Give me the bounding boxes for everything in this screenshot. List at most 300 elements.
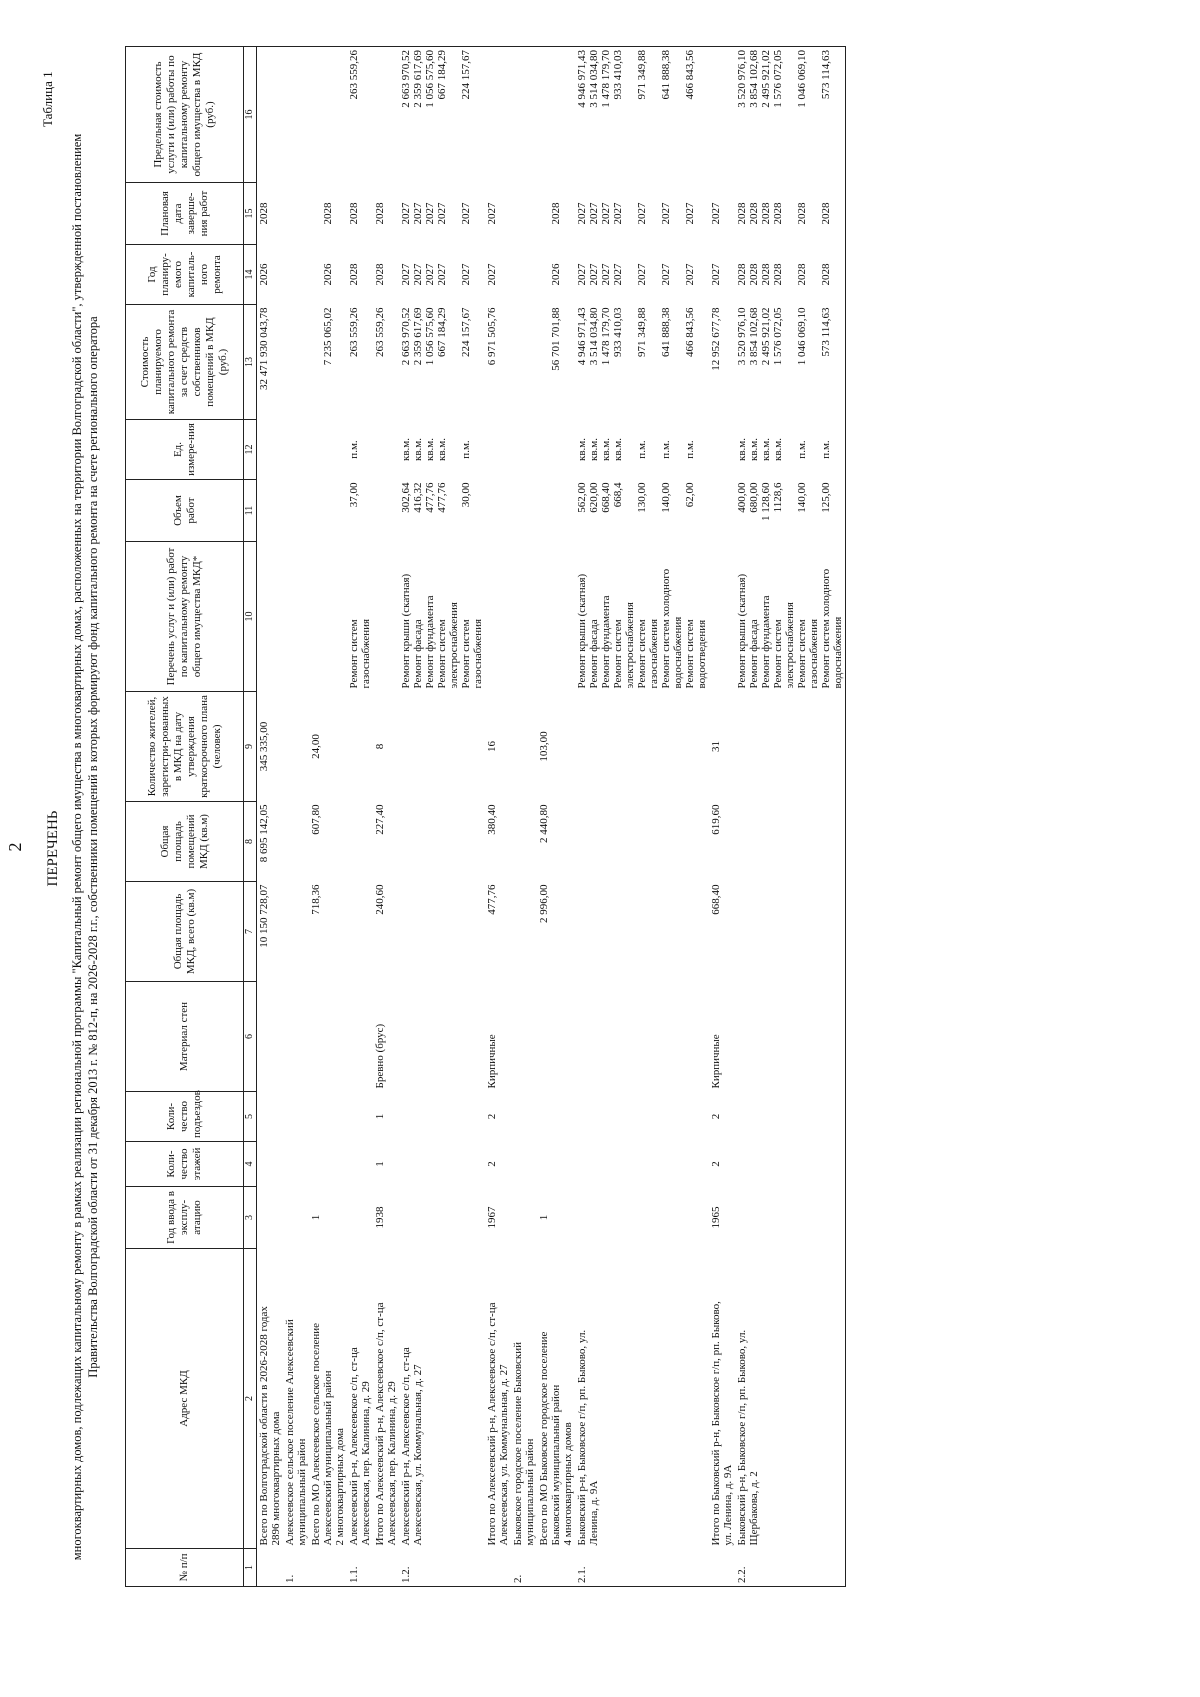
column-header: Стоимость планируемого капитального ремонта за счет средств собственников помещений в МКД (руб.) xyxy=(126,305,244,420)
address-cell-line: Алексеевская, ул. Коммунальная, д. 27 xyxy=(412,1364,424,1546)
limit-cost-cell-line: 1 478 179,70 xyxy=(600,50,612,108)
subtitle-line: Правительства Волгоградской области от 31 декабря 2013 г. № 812-п, на 2026-2028 г.г., собственники помещений в которых формируют фонд капитального ремонта на счете регионального оператора xyxy=(86,316,100,1378)
column-number: 8 xyxy=(244,802,257,882)
row-number xyxy=(373,1549,399,1587)
repair-year-cell xyxy=(575,245,709,305)
repair-list-table-wrapper xyxy=(125,47,1175,1587)
premises-area-cell: 8 695 142,05 xyxy=(258,804,270,863)
premises-area-cell xyxy=(735,802,846,882)
works-cell-line: Ремонт фундамента xyxy=(760,595,772,689)
volume-cell-line xyxy=(808,483,820,539)
total-area-cell: 10 150 728,07 xyxy=(258,884,270,948)
works-cell-line: Ремонт систем холодного xyxy=(820,568,832,689)
repair-year-cell xyxy=(511,245,537,305)
repair-year-cell-line xyxy=(808,248,820,302)
repair-year-cell-line: 2028 xyxy=(748,263,760,286)
total-area-cell: 2 996,00 xyxy=(538,884,550,923)
works-cell xyxy=(735,542,846,692)
address-cell-line: Ленина, д. 9А xyxy=(588,1480,600,1546)
total-area-cell xyxy=(511,882,537,982)
repair-year-cell-line: 2028 xyxy=(348,263,360,286)
completion-date-cell-line xyxy=(538,186,550,242)
works-cell-line: газоснабжения xyxy=(472,618,484,689)
table-row xyxy=(309,47,347,1587)
completion-date-cell-line: 2027 xyxy=(710,202,722,225)
year-built-cell xyxy=(575,1187,709,1249)
address-cell-line: Всего по МО Алексеевское сельское поселение xyxy=(310,1323,322,1546)
column-header: Плановая дата заверше-ния работ xyxy=(126,183,244,245)
floors-cell xyxy=(735,1142,846,1187)
cost-cell xyxy=(537,305,575,420)
wall-material-cell xyxy=(309,982,347,1092)
limit-cost-cell xyxy=(283,47,309,183)
table-row xyxy=(347,47,373,1587)
cost-cell-line: 1 576 072,05 xyxy=(772,307,784,366)
repair-year-cell-line xyxy=(672,248,684,302)
unit-cell-line xyxy=(672,423,684,477)
address-cell-line: Щербакова, д. 2 xyxy=(748,1471,760,1546)
completion-date-cell xyxy=(309,183,347,245)
works-cell-line: электроснабжения xyxy=(784,602,796,689)
table-row xyxy=(537,47,575,1587)
cost-cell-line: 2 359 617,69 xyxy=(412,307,424,366)
completion-date-cell-line xyxy=(784,186,796,242)
unit-cell-line: кв.м. xyxy=(600,438,612,461)
total-area-cell xyxy=(399,882,485,982)
repair-year-cell-line: 2028 xyxy=(772,263,784,286)
limit-cost-cell-line: 466 843,56 xyxy=(684,50,696,100)
volume-cell-line: 477,76 xyxy=(424,482,436,513)
limit-cost-cell-line xyxy=(672,50,684,180)
floors-cell xyxy=(309,1142,347,1187)
residents-cell xyxy=(283,692,309,802)
unit-cell-line: кв.м. xyxy=(424,438,436,461)
residents-cell xyxy=(347,692,373,802)
completion-date-cell-line: 2027 xyxy=(460,202,472,225)
floors-cell xyxy=(283,1142,309,1187)
year-built-cell xyxy=(257,1187,284,1249)
address-cell xyxy=(283,1249,309,1549)
column-number: 4 xyxy=(244,1142,257,1187)
works-cell-line: Ремонт систем xyxy=(436,619,448,689)
entrances-cell xyxy=(399,1092,485,1142)
column-number: 5 xyxy=(244,1092,257,1142)
volume-cell-line: 1 128,60 xyxy=(760,482,772,521)
repair-year-cell-line: 2027 xyxy=(612,263,624,286)
unit-cell-line: кв.м. xyxy=(612,438,624,461)
completion-date-cell xyxy=(709,183,735,245)
repair-year-cell xyxy=(257,245,284,305)
address-cell-line: Алексеевская, пер. Калинина, д. 29 xyxy=(386,1381,398,1546)
column-header: Объем работ xyxy=(126,480,244,542)
volume-cell xyxy=(399,480,485,542)
completion-date-cell-line xyxy=(648,186,660,242)
volume-cell-line: 37,00 xyxy=(348,482,360,508)
repair-year-cell-line: 2027 xyxy=(486,263,498,286)
address-cell xyxy=(511,1249,537,1549)
column-number: 14 xyxy=(244,245,257,305)
cost-cell-line: 7 235 065,02 xyxy=(322,307,334,366)
works-cell-line: электроснабжения xyxy=(624,602,636,689)
column-number: 7 xyxy=(244,882,257,982)
cost-cell-line: 263 559,26 xyxy=(348,307,360,357)
completion-date-cell xyxy=(373,183,399,245)
limit-cost-cell xyxy=(485,47,511,183)
address-cell-line: 2 многоквартирных дома xyxy=(334,1428,346,1546)
completion-date-cell-line: 2028 xyxy=(258,202,270,225)
year-built-cell xyxy=(399,1187,485,1249)
cost-cell-line: 263 559,26 xyxy=(374,307,386,357)
completion-date-cell-line: 2028 xyxy=(772,202,784,225)
works-cell xyxy=(399,542,485,692)
completion-date-cell xyxy=(485,183,511,245)
repair-year-cell-line: 2028 xyxy=(736,263,748,286)
table-label: Таблица 1 xyxy=(40,71,55,127)
unit-cell-line: кв.м. xyxy=(576,438,588,461)
document-title: ПЕРЕЧЕНЬ xyxy=(45,810,61,887)
total-area-cell xyxy=(283,882,309,982)
completion-date-cell-line: 2027 xyxy=(412,202,424,225)
repair-year-cell-line: 2026 xyxy=(322,263,334,286)
unit-cell xyxy=(309,420,347,480)
unit-cell xyxy=(575,420,709,480)
volume-cell xyxy=(511,480,537,542)
column-number: 9 xyxy=(244,692,257,802)
volume-cell-line: 140,00 xyxy=(660,482,672,513)
repair-year-cell-line: 2027 xyxy=(424,263,436,286)
limit-cost-cell-line: 3 854 102,68 xyxy=(748,50,760,108)
limit-cost-cell xyxy=(575,47,709,183)
year-built-cell xyxy=(347,1187,373,1249)
table-row xyxy=(399,47,485,1587)
completion-date-cell-line: 2028 xyxy=(322,202,334,225)
works-cell-line: водоотведения xyxy=(696,619,708,689)
cost-cell xyxy=(511,305,537,420)
total-area-cell xyxy=(347,882,373,982)
residents-cell xyxy=(399,692,485,802)
cost-cell xyxy=(309,305,347,420)
works-cell-line: Ремонт фундамента xyxy=(424,595,436,689)
repair-year-cell-line xyxy=(648,248,660,302)
address-cell xyxy=(373,1249,399,1549)
completion-date-cell-line: 2027 xyxy=(424,202,436,225)
column-number-row xyxy=(244,47,257,1587)
premises-area-cell xyxy=(575,802,709,882)
limit-cost-cell xyxy=(347,47,373,183)
cost-cell-line: 1 046 069,10 xyxy=(796,307,808,366)
cost-cell-line: 3 520 976,10 xyxy=(736,307,748,366)
unit-cell xyxy=(257,420,284,480)
repair-year-cell-line xyxy=(538,248,550,302)
wall-material-cell xyxy=(511,982,537,1092)
address-cell-line: Алексеевская, пер. Калинина, д. 29 xyxy=(360,1381,372,1546)
completion-date-cell-line: 2027 xyxy=(660,202,672,225)
volume-cell xyxy=(485,480,511,542)
volume-cell-line: 140,00 xyxy=(796,482,808,513)
works-cell xyxy=(257,542,284,692)
completion-date-cell-line xyxy=(448,186,460,242)
completion-date-cell-line: 2027 xyxy=(684,202,696,225)
address-cell-line: ул. Ленина, д. 9А xyxy=(722,1464,734,1546)
works-cell-line: Ремонт систем xyxy=(348,619,360,689)
unit-cell xyxy=(709,420,735,480)
unit-cell-line: п.м. xyxy=(348,440,360,459)
address-cell xyxy=(347,1249,373,1549)
column-header: Адрес МКД xyxy=(126,1249,244,1549)
column-number: 13 xyxy=(244,305,257,420)
column-header: Общая площадь МКД, всего (кв.м) xyxy=(126,882,244,982)
unit-cell-line: кв.м. xyxy=(412,438,424,461)
completion-date-cell-line: 2027 xyxy=(612,202,624,225)
address-cell-line: Алексеевская, ул. Коммунальная, д. 27 xyxy=(498,1364,510,1546)
repair-year-cell-line: 2028 xyxy=(796,263,808,286)
works-cell-line: Ремонт фасада xyxy=(748,619,760,689)
entrances-cell: 1 xyxy=(374,1113,386,1120)
column-header: Ед. измере-ния xyxy=(126,420,244,480)
address-cell-line: 2896 многоквартирных дома xyxy=(270,1411,282,1546)
repair-year-cell-line xyxy=(784,248,796,302)
works-cell xyxy=(709,542,735,692)
unit-cell-line: кв.м. xyxy=(748,438,760,461)
cost-cell xyxy=(257,305,284,420)
wall-material-cell xyxy=(283,982,309,1092)
cost-cell-line: 1 478 179,70 xyxy=(600,307,612,366)
entrances-cell xyxy=(309,1092,347,1142)
address-cell xyxy=(537,1249,575,1549)
limit-cost-cell-line: 2 495 921,02 xyxy=(760,50,772,108)
cost-cell-line: 12 952 677,78 xyxy=(710,307,722,371)
address-cell-line: Алексеевский муниципальный район xyxy=(322,1370,334,1546)
limit-cost-cell-line: 933 410,03 xyxy=(612,50,624,100)
premises-area-cell xyxy=(283,802,309,882)
year-built-cell: 1965 xyxy=(710,1206,722,1229)
volume-cell-line: 620,00 xyxy=(588,482,600,513)
total-area-cell: 668,40 xyxy=(710,884,722,915)
works-cell-line: газоснабжения xyxy=(360,618,372,689)
works-cell xyxy=(511,542,537,692)
floors-cell: 1 xyxy=(374,1161,386,1167)
volume-cell-line: 130,00 xyxy=(636,482,648,513)
floors-cell: 2 xyxy=(486,1161,498,1167)
residents-cell: 24,00 xyxy=(310,734,322,759)
works-cell-line: Ремонт крыши (скатная) xyxy=(576,573,588,689)
volume-cell xyxy=(575,480,709,542)
residents-cell xyxy=(575,692,709,802)
premises-area-cell: 619,60 xyxy=(710,804,722,835)
completion-date-cell-line: 2028 xyxy=(348,202,360,225)
limit-cost-cell-line xyxy=(784,50,796,180)
cost-cell-line xyxy=(624,308,636,417)
works-cell-line: Ремонт систем xyxy=(636,619,648,689)
works-cell xyxy=(309,542,347,692)
repair-year-cell xyxy=(709,245,735,305)
limit-cost-cell xyxy=(309,47,347,183)
limit-cost-cell-line xyxy=(648,50,660,180)
address-cell xyxy=(709,1249,735,1549)
total-area-cell xyxy=(735,882,846,982)
year-built-cell: 1967 xyxy=(486,1206,498,1229)
table-row xyxy=(283,47,309,1587)
unit-cell-line: п.м. xyxy=(820,440,832,459)
row-number: 1. xyxy=(283,1549,309,1587)
limit-cost-cell-line: 2 359 617,69 xyxy=(412,50,424,108)
premises-area-cell: 227,40 xyxy=(374,804,386,835)
volume-cell xyxy=(373,480,399,542)
volume-cell-line: 668,40 xyxy=(600,482,612,513)
repair-year-cell-line: 2027 xyxy=(636,263,648,286)
unit-cell xyxy=(347,420,373,480)
address-cell xyxy=(575,1249,709,1549)
volume-cell xyxy=(735,480,846,542)
unit-cell-line: кв.м. xyxy=(588,438,600,461)
completion-date-cell-line: 2028 xyxy=(374,202,386,225)
cost-cell xyxy=(347,305,373,420)
unit-cell-line: кв.м. xyxy=(760,438,772,461)
repair-list-table xyxy=(125,46,846,1587)
limit-cost-cell-line: 1 576 072,05 xyxy=(772,50,784,108)
year-built-cell: 1938 xyxy=(374,1206,386,1229)
unit-cell-line: кв.м. xyxy=(736,438,748,461)
column-header: Материал стен xyxy=(126,982,244,1092)
limit-cost-cell-line: 4 946 971,43 xyxy=(576,50,588,108)
unit-cell xyxy=(511,420,537,480)
cost-cell-line: 4 946 971,43 xyxy=(576,307,588,366)
residents-cell: 103,00 xyxy=(538,731,550,762)
entrances-cell xyxy=(511,1092,537,1142)
completion-date-cell xyxy=(537,183,575,245)
address-cell-line: муниципальный район xyxy=(296,1438,308,1546)
table-row xyxy=(709,47,735,1587)
column-header: Год планиру-емого капиталь-ного ремонта xyxy=(126,245,244,305)
premises-area-cell: 2 440,80 xyxy=(538,804,550,843)
table-row xyxy=(257,47,284,1587)
works-cell-line: Ремонт фасада xyxy=(412,619,424,689)
column-number: 16 xyxy=(244,47,257,183)
works-cell-line: Ремонт систем холодного xyxy=(660,568,672,689)
repair-year-cell-line: 2027 xyxy=(460,263,472,286)
volume-cell-line xyxy=(448,483,460,539)
limit-cost-cell xyxy=(709,47,735,183)
row-number xyxy=(257,1549,284,1587)
unit-cell-line: кв.м. xyxy=(436,438,448,461)
cost-cell-line: 641 888,38 xyxy=(660,307,672,357)
column-header: № п/п xyxy=(126,1549,244,1587)
floors-cell xyxy=(257,1142,284,1187)
unit-cell-line: п.м. xyxy=(796,440,808,459)
limit-cost-cell xyxy=(257,47,284,183)
unit-cell-line xyxy=(624,423,636,477)
year-built-cell xyxy=(511,1187,537,1249)
header-row xyxy=(126,47,244,1587)
column-number: 10 xyxy=(244,542,257,692)
year-built-cell xyxy=(735,1187,846,1249)
cost-cell-line: 1 056 575,60 xyxy=(424,307,436,366)
cost-cell-line xyxy=(538,308,550,417)
completion-date-cell-line: 2028 xyxy=(760,202,772,225)
address-cell-line: Всего по МО Быковское городское поселение xyxy=(538,1331,550,1546)
completion-date-cell-line: 2028 xyxy=(820,202,832,225)
column-header: Количество жителей, зарегистри-рованных в МКД на дату утверждения краткосрочного плана (человек) xyxy=(126,692,244,802)
row-number xyxy=(485,1549,511,1587)
floors-cell xyxy=(347,1142,373,1187)
works-cell-line: газоснабжения xyxy=(648,618,660,689)
unit-cell-line xyxy=(448,423,460,477)
year-built-cell: 1 xyxy=(538,1214,550,1221)
works-cell-line: Ремонт систем xyxy=(772,619,784,689)
repair-year-cell-line: 2027 xyxy=(684,263,696,286)
year-built-cell xyxy=(283,1187,309,1249)
table-row xyxy=(735,47,846,1587)
address-cell-line: 4 многоквартирных домов xyxy=(562,1422,574,1546)
repair-year-cell-line: 2027 xyxy=(436,263,448,286)
unit-cell xyxy=(373,420,399,480)
address-cell xyxy=(399,1249,485,1549)
cost-cell-line: 573 114,63 xyxy=(820,307,832,357)
column-header: Общая площадь помещений МКД (кв.м) xyxy=(126,802,244,882)
wall-material-cell xyxy=(257,982,284,1092)
premises-area-cell: 607,80 xyxy=(310,804,322,835)
limit-cost-cell-line: 3 514 034,80 xyxy=(588,50,600,108)
completion-date-cell xyxy=(575,183,709,245)
column-number: 2 xyxy=(244,1249,257,1549)
completion-date-cell-line: 2027 xyxy=(400,202,412,225)
volume-cell xyxy=(283,480,309,542)
volume-cell-line: 416,32 xyxy=(412,482,424,513)
repair-year-cell xyxy=(537,245,575,305)
repair-year-cell-line: 2027 xyxy=(588,263,600,286)
limit-cost-cell-line: 2 663 970,52 xyxy=(400,50,412,108)
address-cell-line: Алексеевский р-н, Алексеевское с/п, ст-ца xyxy=(348,1347,360,1546)
row-number: 1.2. xyxy=(399,1549,485,1587)
premises-area-cell xyxy=(347,802,373,882)
table-row xyxy=(373,47,399,1587)
column-header: Год ввода в эксплу-атацию xyxy=(126,1187,244,1249)
entrances-cell: 2 xyxy=(710,1113,722,1120)
wall-material-cell xyxy=(735,982,846,1092)
repair-year-cell-line: 2027 xyxy=(576,263,588,286)
volume-cell xyxy=(257,480,284,542)
cost-cell-line: 3 854 102,68 xyxy=(748,307,760,366)
completion-date-cell xyxy=(347,183,373,245)
limit-cost-cell-line: 641 888,38 xyxy=(660,50,672,100)
column-number: 3 xyxy=(244,1187,257,1249)
works-cell-line: Ремонт систем xyxy=(796,619,808,689)
row-number: 2.2. xyxy=(735,1549,846,1587)
column-number: 1 xyxy=(244,1549,257,1587)
entrances-cell xyxy=(347,1092,373,1142)
volume-cell-line xyxy=(784,483,796,539)
completion-date-cell-line: 2027 xyxy=(486,202,498,225)
completion-date-cell-line: 2027 xyxy=(576,202,588,225)
completion-date-cell xyxy=(399,183,485,245)
column-number: 15 xyxy=(244,183,257,245)
row-number xyxy=(309,1549,347,1587)
row-number xyxy=(537,1549,575,1587)
premises-area-cell xyxy=(399,802,485,882)
completion-date-cell-line: 2027 xyxy=(436,202,448,225)
address-cell-line: Всего по Волгоградской области в 2026-2028 годах xyxy=(258,1306,270,1546)
cost-cell-line: 32 471 930 043,78 xyxy=(258,307,270,390)
volume-cell-line: 1128,6 xyxy=(772,482,784,513)
address-cell-line: Итого по Быковский р-н, Быковское г/п, рп. Быково, xyxy=(710,1301,722,1546)
address-cell-line: Итого по Алексеевский р-н, Алексеевское с/п, ст-ца xyxy=(374,1302,386,1546)
limit-cost-cell-line: 971 349,88 xyxy=(636,50,648,100)
works-cell-line: электроснабжения xyxy=(448,602,460,689)
volume-cell xyxy=(537,480,575,542)
completion-date-cell-line xyxy=(672,186,684,242)
unit-cell-line: кв.м. xyxy=(772,438,784,461)
cost-cell xyxy=(399,305,485,420)
